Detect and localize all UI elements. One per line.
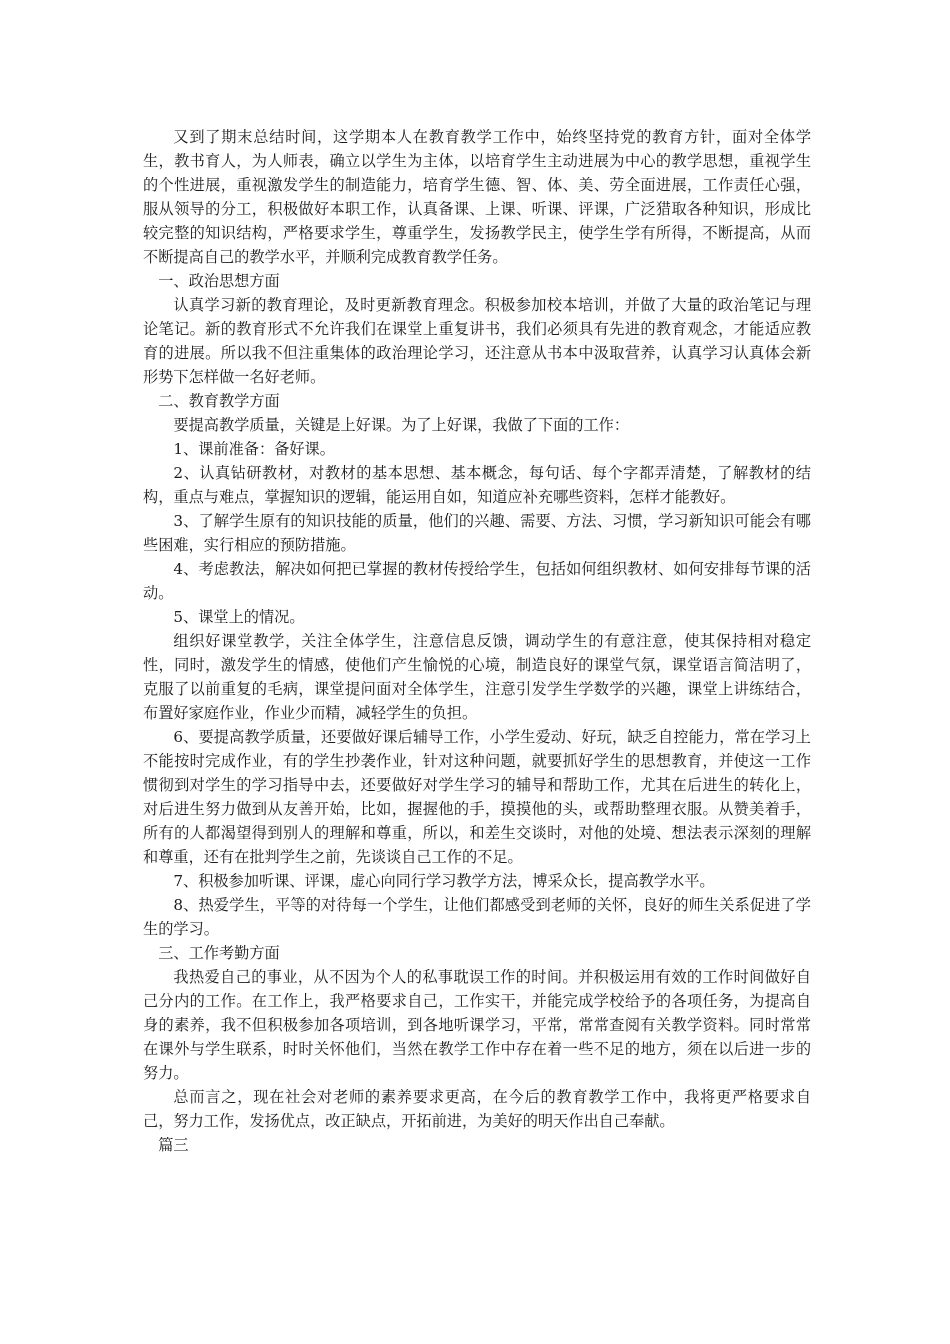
section-heading-teaching: 二、教育教学方面 bbox=[158, 392, 280, 410]
intro-paragraph: 又到了期末总结时间，这学期本人在教育教学工作中，始终坚持党的教育方针，面对全体学生，教书育人，为人师表，确立以学生为主体，以培育学生主动进展为中心的教学思想，重视学生的个性进展，重视激发学生的制造能力，培育学生德、智、体、美、劳全面进展，工作责任心强，服从领导的分工，积极做好本职工作，认真备课、上课、听课、评课，广泛猎取各种知识，形成比较完整的知识结构，严格要求学生，尊重学生，发扬教学民主，使学生学有所得，不断提高，从而不断提高自己的教学水平，并顺利完成教育教学任务。 bbox=[143, 128, 811, 266]
teaching-item-8: 8、热爱学生，平等的对待每一个学生，让他们都感受到老师的关怀，良好的师生关系促进了学生的学习。 bbox=[143, 896, 811, 938]
teaching-item-3: 3、了解学生原有的知识技能的质量，他们的兴趣、需要、方法、习惯，学习新知识可能会有哪些困难，实行相应的预防措施。 bbox=[143, 512, 811, 554]
teaching-item-2: 2、认真钻研教材，对教材的基本思想、基本概念，每句话、每个字都弄清楚，了解教材的结构，重点与难点，掌握知识的逻辑，能运用自如，知道应补充哪些资料，怎样才能教好。 bbox=[143, 464, 811, 506]
politics-paragraph: 认真学习新的教育理论，及时更新教育理念。积极参加校本培训，并做了大量的政治笔记与理论笔记。新的教育形式不允许我们在课堂上重复讲书，我们必须具有先进的教育观念，才能适应教育的进展。所以我不但注重集体的政治理论学习，还注意从书本中汲取营养，认真学习认真体会新形势下怎样做一名好老师。 bbox=[143, 296, 811, 386]
document-page bbox=[143, 125, 811, 1157]
teaching-item-6: 6、要提高教学质量，还要做好课后辅导工作，小学生爱动、好玩，缺乏自控能力，常在学习上不能按时完成作业，有的学生抄袭作业，针对这种问题，就要抓好学生的思想教育，并使这一工作惯彻到对学生的学习指导中去，还要做好对学生学习的辅导和帮助工作，尤其在后进生的转化上，对后进生努力做到从友善开始，比如，握握他的手，摸摸他的头，或帮助整理衣服。从赞美着手，所有的人都渴望得到别人的理解和尊重，所以，和差生交谈时，对他的处境、想法表示深刻的理解和尊重，还有在批判学生之前，先谈谈自己工作的不足。 bbox=[143, 728, 811, 866]
section-heading-attendance: 三、工作考勤方面 bbox=[158, 944, 280, 962]
part-label: 篇三 bbox=[158, 1136, 189, 1154]
teaching-item-4: 4、考虑教法，解决如何把已掌握的教材传授给学生，包括如何组织教材、如何安排每节课的活动。 bbox=[143, 560, 811, 602]
teaching-item-7: 7、积极参加听课、评课，虚心向同行学习教学方法，博采众长，提高教学水平。 bbox=[173, 872, 715, 890]
teaching-intro-paragraph: 要提高教学质量，关键是上好课。为了上好课，我做了下面的工作： bbox=[173, 416, 630, 434]
conclusion-paragraph: 总而言之，现在社会对老师的素养要求更高，在今后的教育教学工作中，我将更严格要求自己，努力工作，发扬优点，改正缺点，开拓前进，为美好的明天作出自己奉献。 bbox=[143, 1088, 811, 1130]
teaching-item-1: 1、课前准备：备好课。 bbox=[173, 440, 335, 458]
section-heading-politics: 一、政治思想方面 bbox=[158, 272, 280, 290]
attendance-paragraph: 我热爱自己的事业，从不因为个人的私事耽误工作的时间。并积极运用有效的工作时间做好自己分内的工作。在工作上，我严格要求自己，工作实干，并能完成学校给予的各项任务，为提高自身的素养，我不但积极参加各项培训，到各地听课学习，平常，常常查阅有关教学资料。同时常常在课外与学生联系，时时关怀他们，当然在教学工作中存在着一些不足的地方，须在以后进一步的努力。 bbox=[143, 968, 811, 1082]
teaching-item-5: 5、课堂上的情况。 bbox=[173, 608, 305, 626]
classroom-paragraph: 组织好课堂教学，关注全体学生，注意信息反馈，调动学生的有意注意，使其保持相对稳定性，同时，激发学生的情感，使他们产生愉悦的心境，制造良好的课堂气氛，课堂语言简洁明了，克服了以前重复的毛病，课堂提问面对全体学生，注意引发学生学数学的兴趣，课堂上讲练结合，布置好家庭作业，作业少而精，减轻学生的负担。 bbox=[143, 632, 811, 722]
